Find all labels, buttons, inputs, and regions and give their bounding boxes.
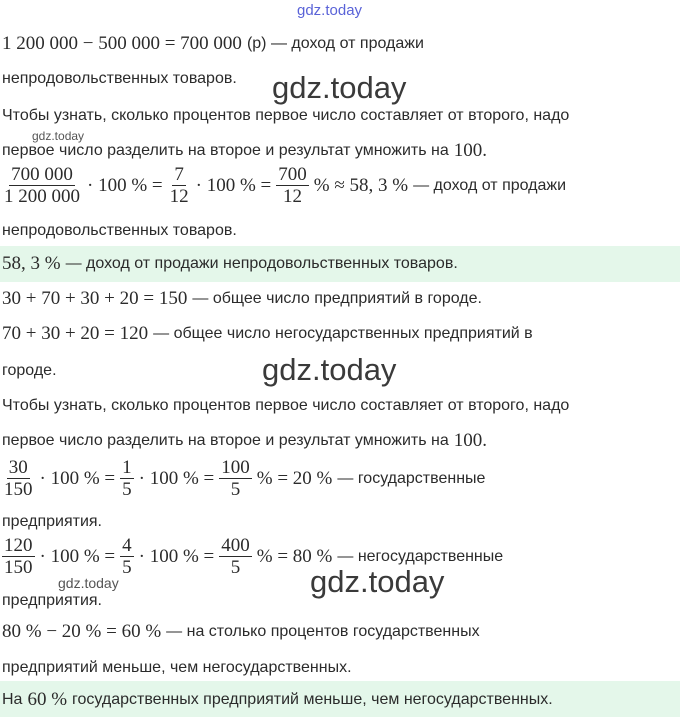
fraction	[120, 457, 134, 500]
denominator: 1 200 000	[4, 186, 80, 207]
line-4	[2, 141, 487, 161]
equation-3-text: — негосударственные	[337, 547, 504, 565]
denominator: 5	[122, 557, 132, 578]
line-14: предприятия.	[2, 513, 102, 530]
watermark-5: gdz.today	[310, 564, 445, 599]
equation-1-text: — доход от продажи	[413, 176, 567, 194]
answer-1-math: 58, 3 %	[2, 253, 61, 274]
equation-2-text: — государственные	[337, 469, 486, 487]
line-4-text: первое число разделить на второе и результат умножить на	[2, 142, 449, 159]
operator: % = 20 %	[256, 467, 333, 489]
numerator: 400	[221, 535, 250, 556]
fraction	[2, 164, 82, 207]
line-12-number: 100.	[453, 430, 487, 451]
denominator: 12	[283, 186, 302, 207]
numerator: 4	[122, 535, 132, 556]
watermark-2: gdz.today	[32, 129, 85, 143]
numerator: 30	[8, 457, 28, 478]
math-sum-150: 30 + 70 + 30 + 20 = 150	[2, 288, 188, 309]
numerator: 7	[174, 164, 184, 185]
line-12-text: первое число разделить на второе и результат умножить на	[2, 432, 449, 449]
line-18: предприятий меньше, чем негосударственных.	[2, 659, 352, 676]
operator: · 100 % =	[138, 467, 215, 489]
watermark-1: gdz.today	[272, 70, 407, 105]
line-4-number: 100.	[453, 140, 487, 161]
numerator: 700 000	[11, 164, 73, 185]
operator: · 100 % =	[138, 545, 215, 567]
watermark-4: gdz.today	[58, 575, 119, 591]
line-6: непродовольственных товаров.	[2, 222, 237, 239]
fraction	[2, 457, 35, 500]
line-9	[2, 324, 533, 344]
fraction	[120, 535, 134, 578]
watermark-top: gdz.today	[297, 2, 363, 19]
line-17	[2, 622, 480, 642]
line-8	[2, 289, 482, 309]
operator: % = 80 %	[256, 545, 333, 567]
line-3: Чтобы узнать, сколько процентов первое число составляет от второго, надо	[2, 107, 570, 124]
line-17-text: — на столько процентов государственных	[166, 623, 480, 640]
operator: · 100 % =	[39, 467, 116, 489]
answer-2	[2, 690, 553, 710]
line-2: непродовольственных товаров.	[2, 70, 237, 87]
denominator: 150	[4, 557, 33, 578]
line-8-text: — общее число предприятий в городе.	[192, 290, 482, 307]
denominator: 5	[230, 479, 241, 500]
line-12	[2, 431, 487, 451]
math-sum-120: 70 + 30 + 20 = 120	[2, 323, 149, 344]
line-10: городе.	[2, 362, 57, 379]
fraction	[168, 164, 191, 207]
line-9-text: — общее число негосударственных предприятий в	[153, 325, 533, 342]
equation-1	[2, 164, 566, 207]
numerator: 100	[221, 457, 250, 478]
operator: · 100 % =	[87, 174, 163, 196]
answer-2-math: 60 %	[27, 689, 68, 710]
fraction	[219, 535, 252, 578]
line-16: предприятия.	[2, 592, 102, 609]
operator: · 100 % =	[195, 174, 272, 196]
denominator: 5	[230, 557, 241, 578]
line-11: Чтобы узнать, сколько процентов первое число составляет от второго, надо	[2, 397, 570, 414]
answer-2-prefix: На	[2, 691, 23, 708]
line-1-text: (р) — доход от продажи	[246, 35, 424, 52]
equation-2	[2, 457, 485, 500]
denominator: 12	[169, 186, 189, 207]
fraction	[2, 535, 35, 578]
fraction	[276, 164, 309, 207]
operator: · 100 % =	[39, 545, 116, 567]
answer-1-text: — доход от продажи непродовольственных товаров.	[65, 255, 458, 272]
math-subtraction: 1 200 000 − 500 000 = 700 000	[2, 33, 242, 54]
answer-2-text: государственных предприятий меньше, чем негосударственных.	[72, 691, 553, 708]
fraction	[219, 457, 252, 500]
denominator: 150	[4, 479, 33, 500]
denominator: 5	[122, 479, 132, 500]
numerator: 120	[4, 535, 33, 556]
operator: % ≈ 58, 3 %	[313, 174, 409, 196]
line-1	[2, 34, 424, 54]
math-difference: 80 % − 20 % = 60 %	[2, 621, 162, 642]
watermark-3: gdz.today	[262, 352, 397, 387]
answer-1	[2, 254, 458, 274]
numerator: 700	[278, 164, 307, 185]
numerator: 1	[122, 457, 132, 478]
